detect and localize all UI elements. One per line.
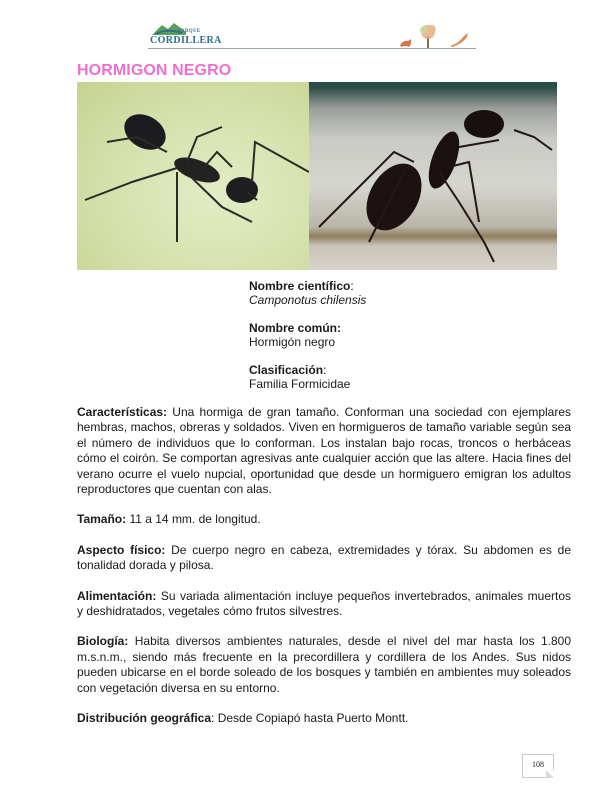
species-info	[249, 279, 366, 405]
colon: :	[323, 363, 327, 377]
classification-label: Clasificación	[249, 363, 324, 377]
section-distribucion	[77, 711, 571, 726]
classification	[249, 363, 366, 391]
common-name-value: Hormigón negro	[249, 335, 336, 349]
header-divider	[148, 48, 476, 49]
section-text: Habita diversos ambientes naturales, desde el nivel del mar hasta los 1.800 m.s.n.m., siendo más frecuente en la precordillera y cordillera de los Andes. Sus nidos pueden ubicarse en el borde soleado de los bosques y también en ambientes muy soleados con vegetación diversa en su entorno.	[77, 634, 571, 695]
header-decoration	[394, 22, 478, 50]
page-title: HORMIGON NEGRO	[77, 62, 232, 79]
scientific-name	[249, 279, 366, 307]
logo-parque-text: PARQUE	[178, 29, 201, 34]
logo-cordillera-text: CORDILLERA	[150, 35, 222, 46]
photo-strip	[77, 82, 557, 270]
section-text: : Desde Copiapó hasta Puerto Montt.	[211, 711, 409, 726]
description-body	[77, 405, 571, 742]
section-text: De cuerpo negro en cabeza, extremidades y tórax. Su abdomen es de tonalidad dorada y pilosa.	[77, 542, 571, 573]
section-caracteristicas	[77, 405, 571, 497]
scientific-name-label: Nombre científico	[249, 279, 351, 293]
section-label: Distribución geográfica	[77, 711, 212, 726]
page-fold-icon	[546, 770, 554, 778]
page-number-value: 108	[532, 760, 544, 769]
section-label: Características:	[77, 405, 168, 419]
ant-photo-right	[309, 82, 557, 270]
parque-cordillera-logo	[148, 20, 222, 48]
section-alimentacion	[77, 589, 571, 620]
scientific-name-value: Camponotus chilensis	[249, 293, 367, 307]
fox-icon	[400, 39, 411, 47]
classification-value: Familia Formicidae	[249, 377, 351, 391]
section-label: Tamaño:	[77, 512, 127, 527]
section-biologia	[77, 634, 571, 696]
bird-icon	[450, 33, 468, 47]
section-text: 11 a 14 mm. de longitud.	[126, 512, 261, 527]
section-text: Su variada alimentación incluye pequeños invertebrados, animales muertos y deshidratados, vegetales cómo frutos silvestres.	[77, 588, 571, 619]
ant-profile-image	[309, 82, 557, 270]
section-text: Una hormiga de gran tamaño. Conforman una sociedad con ejemplares hembras, machos, obreras y soldados. Viven en hormigueros de tamaño variable según sea el número de individuos que lo conforman. Los instalan bajo rocas, troncos o herbáceas cómo el coirón. Se comportan agresivas ante cualquier acción que las altere. Hacia fines del verano ocurre el vuelo nupcial, oportunidad que desde un hormiguero emigran los adultos reproductores que cuentan con alas.	[77, 405, 571, 497]
colon: :	[350, 279, 354, 293]
section-label: Biología:	[77, 634, 129, 649]
page-number	[522, 754, 554, 778]
ant-on-leaf-image	[77, 82, 309, 270]
common-name-label: Nombre común:	[249, 321, 342, 335]
tree-icon	[420, 25, 436, 48]
common-name	[249, 321, 366, 349]
ant-photo-left	[77, 82, 309, 270]
section-aspecto-fisico	[77, 543, 571, 574]
section-label: Aspecto físico:	[77, 542, 166, 557]
section-tamano	[77, 512, 571, 527]
section-label: Alimentación:	[77, 588, 157, 603]
